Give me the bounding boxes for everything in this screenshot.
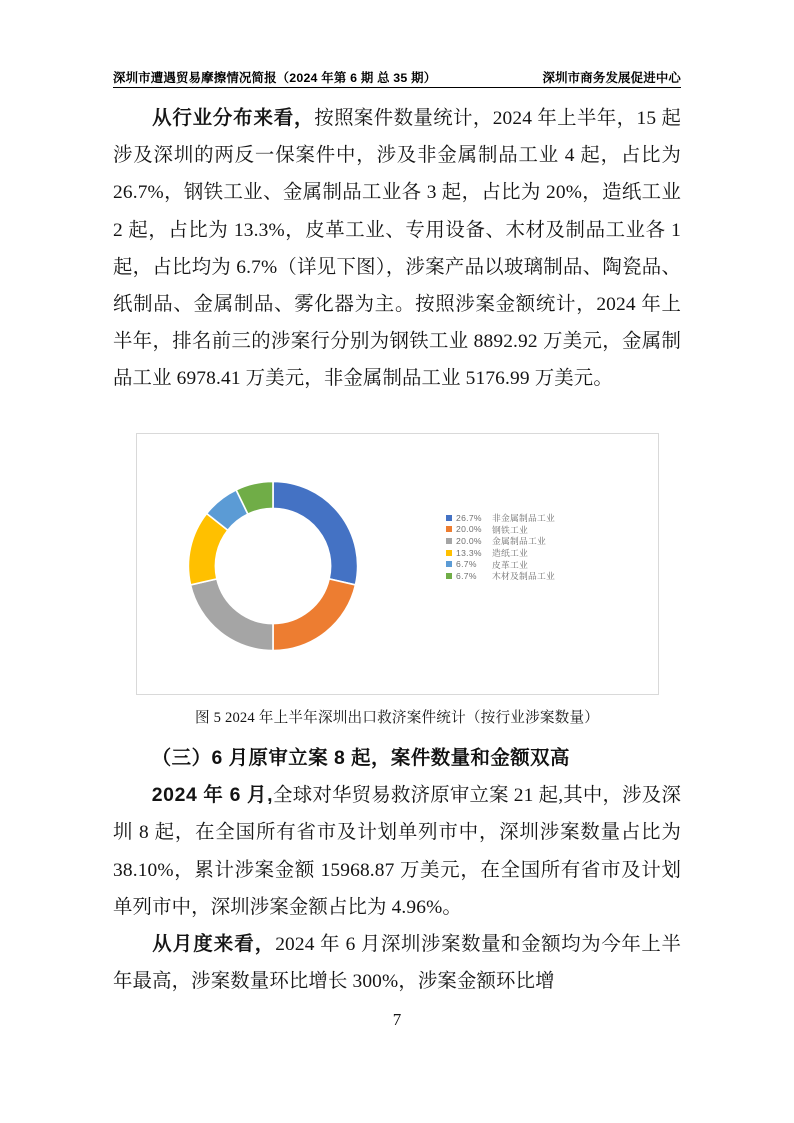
legend-swatch-icon (446, 515, 452, 521)
legend-item (446, 570, 656, 582)
legend-item (446, 547, 656, 559)
legend-swatch-icon (446, 550, 452, 556)
running-header (113, 62, 681, 88)
donut-slice (191, 579, 273, 651)
legend-value: 26.7% (456, 512, 482, 523)
paragraph-body-june: 全球对华贸易救济原审立案 21 起,其中，涉及深圳 8 起，在全国所有省市及计划单列市中，深圳涉案数量占比为 38.10%，累计涉案金额 15968.87 万美元，在全国所有省市及计划单列市中，深圳涉案金额占比为 4.96%。 (113, 785, 681, 918)
donut-chart-area (137, 434, 467, 694)
legend-swatch-icon (446, 538, 452, 544)
donut-chart-svg (183, 476, 363, 656)
paragraph-industry-distribution (113, 100, 681, 398)
paragraph-body-monthly: 2024 年 6 月深圳涉案数量和金额均为今年上半年最高，涉案数量环比增长 300%，涉案金额环比增 (113, 934, 681, 993)
legend-item (446, 512, 656, 524)
legend-item (446, 524, 656, 536)
figure-5-caption: 图 5 2024 年上半年深圳出口救济案件统计（按行业涉案数量） (194, 710, 600, 726)
legend-value: 20.0% (456, 535, 482, 546)
page-number: 7 (392, 1010, 402, 1029)
legend-value: 6.7% (456, 559, 477, 570)
legend-value: 20.0% (456, 524, 482, 535)
donut-slice (273, 579, 355, 651)
donut-slice (273, 481, 358, 585)
paragraph-body-industry: 按照案件数量统计，2024 年上半年，15 起涉及深圳的两反一保案件中，涉及非金属制品工业 4 起，占比为 26.7%，钢铁工业、金属制品工业各 3 起，占比为 20%，造纸工业 2 起，占比为 13.3%，皮革工业、专用设备、木材及制品工业各 1 起，占比均为 6.7%（详见下图），涉案产品以玻璃制品、陶瓷品、纸制品、金属制品、雾化器为主。按照涉案金额统计，2024 年上半年，排名前三的涉案行分别为钢铁工业 8892.92 万美元，金属制品工业 6978.41 万美元，非金属制品工业 5176.99 万美元。 (113, 108, 681, 390)
figure-5-chart-container (136, 433, 659, 695)
legend-label: 造纸工业 (492, 548, 528, 559)
legend-item (446, 558, 656, 570)
legend-label: 皮革工业 (492, 559, 528, 570)
legend-swatch-icon (446, 526, 452, 532)
paragraph-monthly-view (113, 926, 681, 1000)
paragraph-lead-june: 2024 年 6 月, (151, 784, 274, 807)
legend-label: 钢铁工业 (492, 524, 528, 535)
legend-value: 13.3% (456, 547, 482, 558)
section-subheading-3: （三）6 月原审立案 8 起，案件数量和金额双高 (151, 747, 570, 769)
body-content-lower (113, 740, 681, 1000)
header-title-right: 深圳市商务发展促进中心 (542, 70, 681, 85)
legend-swatch-icon (446, 573, 452, 579)
legend-item (446, 535, 656, 547)
legend-value: 6.7% (456, 570, 477, 581)
paragraph-june-cases (113, 777, 681, 926)
legend-label: 金属制品工业 (492, 536, 546, 547)
paragraph-lead-monthly: 从月度来看， (151, 933, 276, 956)
legend-label: 非金属制品工业 (492, 513, 555, 524)
legend-swatch-icon (446, 561, 452, 567)
body-content-upper (113, 100, 681, 398)
chart-legend (446, 512, 656, 582)
legend-label: 木材及制品工业 (492, 571, 555, 582)
header-title-left: 深圳市遭遇贸易摩擦情况简报（2024 年第 6 期 总 35 期） (113, 70, 437, 85)
paragraph-lead-industry: 从行业分布来看， (151, 107, 315, 129)
